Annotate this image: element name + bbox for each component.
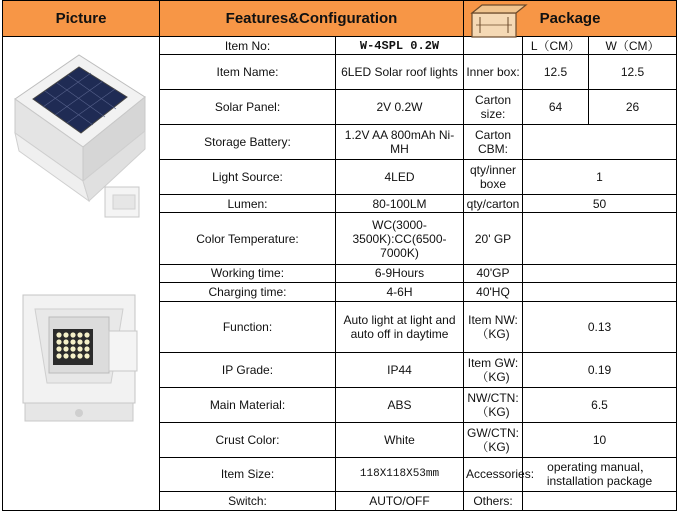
hq40-label: 40'HQ — [464, 283, 523, 301]
accessories-value: operating manual，installation package — [523, 457, 677, 492]
item-gw-label: Item GW:（KG) — [464, 352, 523, 387]
lumen-value: 80-100LM — [336, 194, 464, 212]
package-box-icon — [468, 1, 524, 41]
light-source-value: 4LED — [336, 160, 464, 195]
storage-battery-label: Storage Battery: — [160, 125, 336, 160]
crust-color-value: White — [336, 422, 464, 457]
accessories-label: Accessories: — [464, 457, 523, 492]
working-time-label: Working time: — [160, 264, 336, 282]
color-temperature-label: Color Temperature: — [160, 213, 336, 264]
light-source-label: Light Source: — [160, 160, 336, 195]
qty-inner-label: qty/inner boxe — [464, 160, 523, 195]
ip-grade-value: IP44 — [336, 352, 464, 387]
gw-ctn-label: GW/CTN:（KG) — [464, 422, 523, 457]
main-material-value: ABS — [336, 387, 464, 422]
solar-light-product-photo — [9, 51, 151, 229]
item-no-value: W-4SPL 0.2W — [336, 37, 464, 55]
storage-battery-value: 1.2V AA 800mAh Ni-MH — [336, 125, 464, 160]
picture-cell — [3, 37, 160, 511]
carton-size-width: 26 — [589, 90, 677, 125]
gp40-value — [523, 264, 677, 282]
pkg-length-header: L（CM） — [523, 37, 589, 55]
qty-inner-value: 1 — [523, 160, 677, 195]
solar-panel-label: Solar Panel: — [160, 90, 336, 125]
item-nw-value: 0.13 — [523, 301, 677, 352]
qty-carton-label: qty/carton — [464, 194, 523, 212]
ip-grade-label: IP Grade: — [160, 352, 336, 387]
charging-time-label: Charging time: — [160, 283, 336, 301]
led-light-product-photo — [19, 289, 139, 449]
package-header: Package — [539, 9, 601, 27]
gp20-label: 20' GP — [464, 213, 523, 264]
carton-size-label: Carton size: — [464, 90, 523, 125]
hq40-value — [523, 283, 677, 301]
picture-header: Picture — [3, 1, 160, 37]
header-row — [3, 1, 677, 37]
qty-carton-value: 50 — [523, 194, 677, 212]
spec-table — [2, 0, 677, 511]
carton-size-length: 64 — [523, 90, 589, 125]
switch-label: Switch: — [160, 492, 336, 511]
function-value: Auto light at light and auto off in daytime — [336, 301, 464, 352]
switch-value: AUTO/OFF — [336, 492, 464, 511]
item-nw-label: Item NW:（KG) — [464, 301, 523, 352]
main-material-label: Main Material: — [160, 387, 336, 422]
item-size-value: 118X118X53mm — [336, 457, 464, 492]
inner-box-width: 12.5 — [589, 55, 677, 90]
lumen-label: Lumen: — [160, 194, 336, 212]
others-label: Others: — [464, 492, 523, 511]
gw-ctn-value: 10 — [523, 422, 677, 457]
inner-box-length: 12.5 — [523, 55, 589, 90]
item-size-label: Item Size: — [160, 457, 336, 492]
inner-box-label: Inner box: — [464, 55, 523, 90]
solar-panel-value: 2V 0.2W — [336, 90, 464, 125]
carton-cbm-label: Carton CBM: — [464, 125, 523, 160]
item-name-label: Item Name: — [160, 55, 336, 90]
pkg-width-header: W（CM） — [589, 37, 677, 55]
charging-time-value: 4-6H — [336, 283, 464, 301]
crust-color-label: Crust Color: — [160, 422, 336, 457]
nw-ctn-label: NW/CTN:（KG) — [464, 387, 523, 422]
package-header-cell — [464, 1, 677, 37]
item-name-value: 6LED Solar roof lights — [336, 55, 464, 90]
function-label: Function: — [160, 301, 336, 352]
gp20-value — [523, 213, 677, 264]
carton-cbm-value — [523, 125, 677, 160]
nw-ctn-value: 6.5 — [523, 387, 677, 422]
features-header: Features&Configuration — [160, 1, 464, 37]
others-value — [523, 492, 677, 511]
color-temperature-value: WC(3000-3500K):CC(6500-7000K) — [336, 213, 464, 264]
row-item-no — [3, 37, 677, 55]
working-time-value: 6-9Hours — [336, 264, 464, 282]
item-gw-value: 0.19 — [523, 352, 677, 387]
item-no-label: Item No: — [160, 37, 336, 55]
gp40-label: 40'GP — [464, 264, 523, 282]
